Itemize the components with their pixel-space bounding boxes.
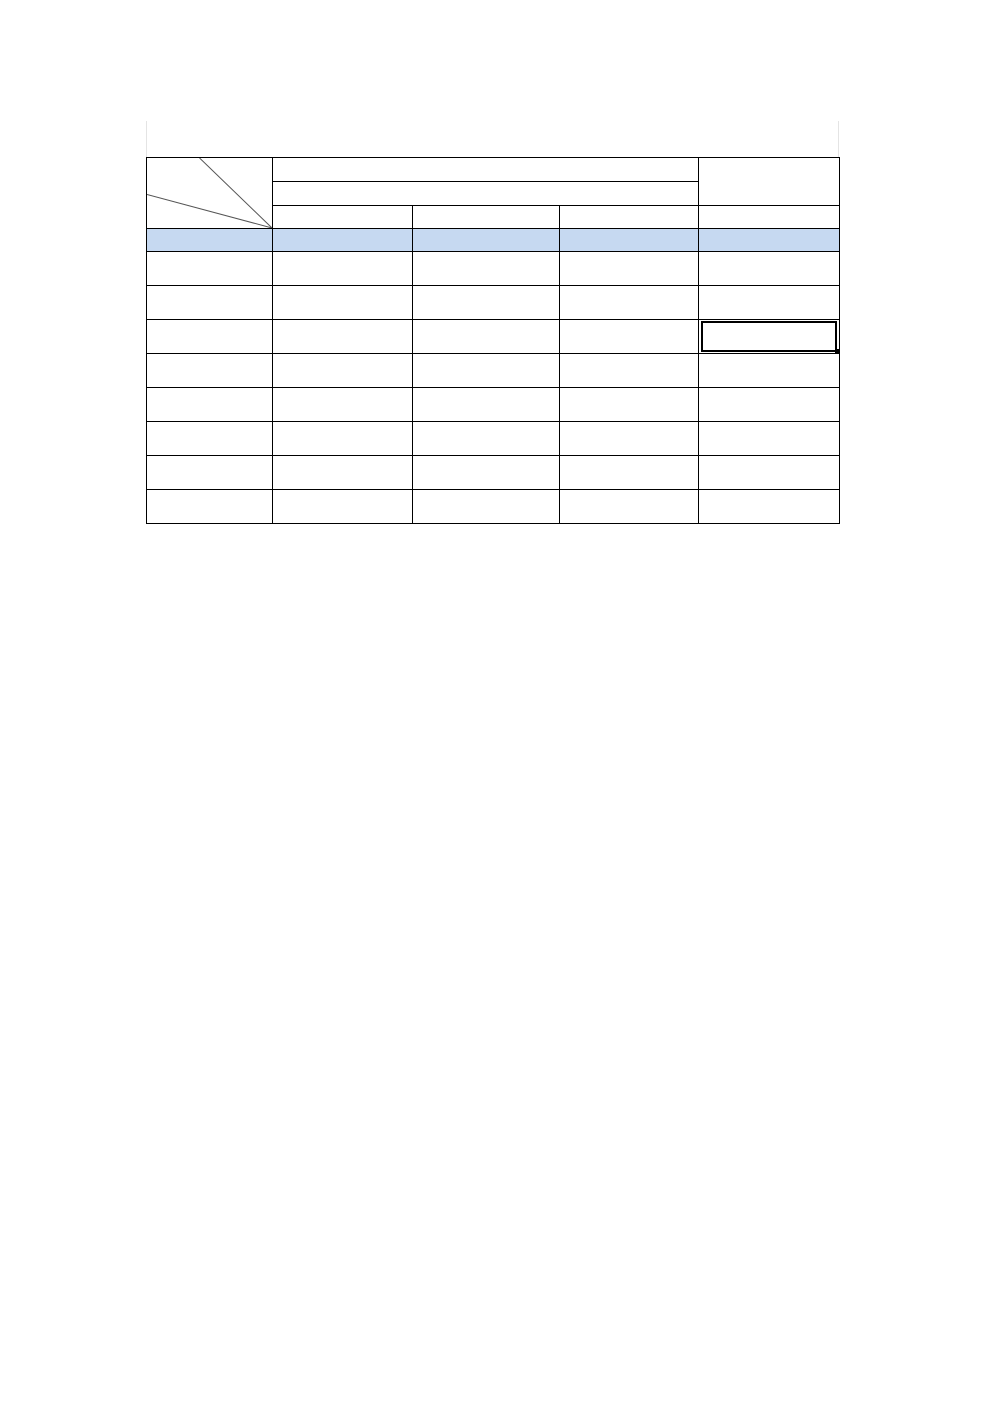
group-header-cell[interactable] — [273, 158, 699, 182]
score-cell[interactable] — [273, 229, 413, 252]
row-label[interactable] — [147, 388, 273, 422]
row-label[interactable] — [147, 490, 273, 524]
inspection-table-area — [146, 121, 839, 524]
row-label[interactable] — [147, 354, 273, 388]
row-label[interactable] — [147, 320, 273, 354]
table-cell[interactable] — [560, 252, 699, 286]
table-row — [147, 252, 840, 286]
table-cell[interactable] — [413, 490, 560, 524]
sub-header-cell[interactable] — [273, 182, 699, 206]
table-cell[interactable] — [413, 354, 560, 388]
table-cell[interactable] — [273, 388, 413, 422]
cell-selection-border — [701, 321, 837, 352]
table-cell[interactable] — [413, 422, 560, 456]
score-row-label[interactable] — [147, 229, 273, 252]
diagonal-divider-lines — [147, 158, 272, 228]
score-cell[interactable] — [413, 229, 560, 252]
table-cell[interactable] — [413, 388, 560, 422]
table-cell[interactable] — [273, 456, 413, 490]
column-header-total[interactable] — [699, 206, 840, 229]
table-cell[interactable] — [699, 490, 840, 524]
table-cell[interactable] — [413, 286, 560, 320]
table-row — [147, 354, 840, 388]
page-content — [146, 121, 846, 540]
table-cell[interactable] — [560, 388, 699, 422]
column-header-discipline[interactable] — [273, 206, 413, 229]
table-cell[interactable] — [273, 286, 413, 320]
table-cell[interactable] — [413, 456, 560, 490]
table-row — [147, 456, 840, 490]
table-cell[interactable] — [560, 320, 699, 354]
table-row — [147, 320, 840, 354]
table-row — [147, 422, 840, 456]
row-label[interactable] — [147, 422, 273, 456]
score-cell[interactable] — [560, 229, 699, 252]
table-cell[interactable] — [699, 456, 840, 490]
table-row — [147, 286, 840, 320]
table-cell[interactable] — [560, 286, 699, 320]
table-row — [147, 490, 840, 524]
diagonal-header-cell[interactable] — [147, 158, 273, 229]
table-cell[interactable] — [699, 354, 840, 388]
table-cell[interactable] — [560, 490, 699, 524]
selected-table-cell[interactable] — [699, 320, 840, 354]
table-title — [146, 121, 839, 157]
table-cell[interactable] — [699, 286, 840, 320]
inspection-score-table — [146, 157, 840, 524]
table-cell[interactable] — [273, 252, 413, 286]
column-header-environment[interactable] — [560, 206, 699, 229]
total-column-spacer-cell[interactable] — [699, 158, 840, 206]
table-cell[interactable] — [699, 388, 840, 422]
column-header-attendance[interactable] — [413, 206, 560, 229]
table-cell[interactable] — [273, 354, 413, 388]
table-cell[interactable] — [273, 320, 413, 354]
table-cell[interactable] — [413, 252, 560, 286]
score-cell[interactable] — [699, 229, 840, 252]
row-label[interactable] — [147, 286, 273, 320]
table-cell[interactable] — [560, 354, 699, 388]
row-label[interactable] — [147, 252, 273, 286]
row-label[interactable] — [147, 456, 273, 490]
table-cell[interactable] — [273, 422, 413, 456]
table-row — [147, 388, 840, 422]
table-cell[interactable] — [273, 490, 413, 524]
table-cell[interactable] — [560, 422, 699, 456]
table-cell[interactable] — [699, 252, 840, 286]
table-cell[interactable] — [560, 456, 699, 490]
table-cell[interactable] — [413, 320, 560, 354]
cell-selection-handle[interactable] — [835, 349, 840, 354]
table-cell[interactable] — [699, 422, 840, 456]
